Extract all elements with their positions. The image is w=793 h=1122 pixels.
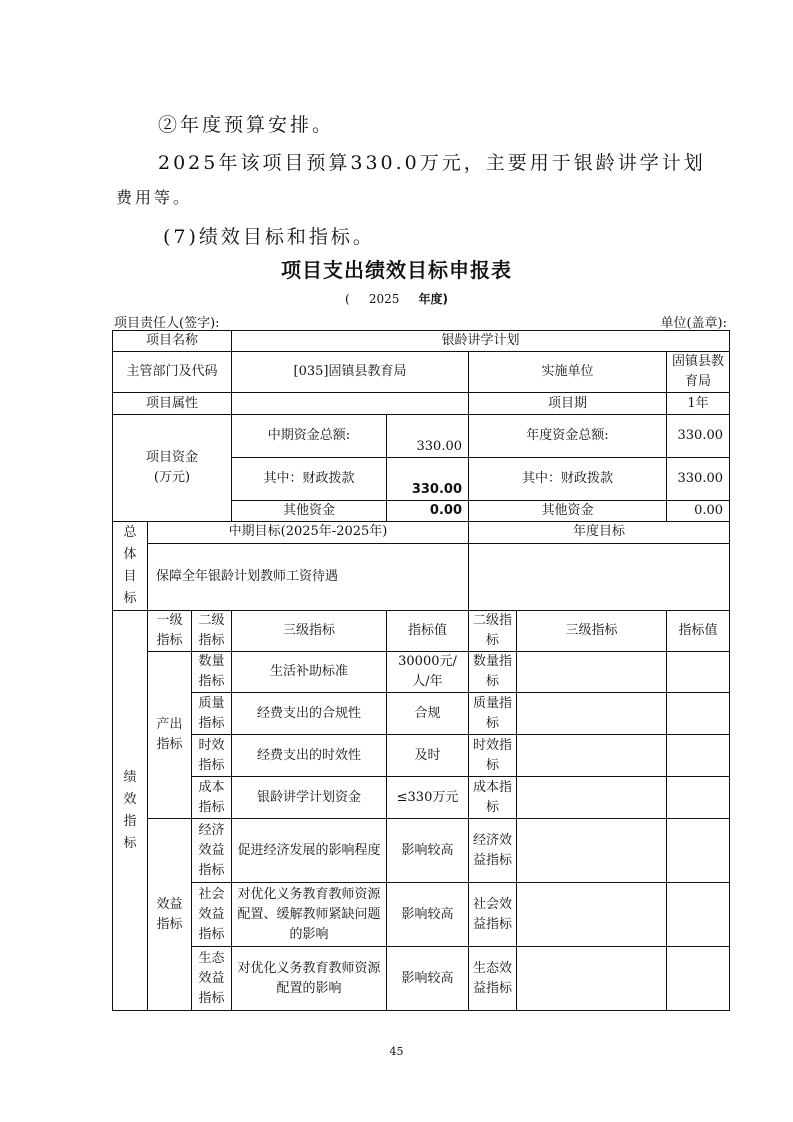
- paragraph-budget-text-cont: 费用等。: [116, 188, 193, 207]
- row6-level3: 对优化义务教育教师资源配置、缓解教师紧缺问题的影响: [232, 883, 387, 947]
- row4-year-level3: [517, 777, 667, 819]
- row2-value: 合规: [387, 693, 469, 735]
- mid-fiscal-label: 其中：财政拨款: [232, 458, 387, 501]
- header-year-level3: 三级指标: [517, 611, 667, 652]
- output-indicator-label: 产出指标: [148, 652, 192, 819]
- row7-level3: 对优化义务教育教师资源配置的影响: [232, 947, 387, 1011]
- year-total-label: 年度资金总额:: [469, 415, 667, 458]
- mid-total-label: 中期资金总额:: [232, 415, 387, 458]
- header-value: 指标值: [387, 611, 469, 652]
- project-name-label: 项目名称: [113, 331, 232, 352]
- unit-label: 单位(盖章):: [660, 316, 727, 331]
- year-goal-text: [469, 543, 730, 610]
- row6-year-level3: [517, 883, 667, 947]
- mid-goal-text: 保障全年银龄计划教师工资待遇: [148, 543, 469, 610]
- form-title: 项目支出绩效目标申报表: [281, 258, 512, 282]
- period-label: 项目期: [469, 393, 667, 415]
- row7-level2: 生态效益指标: [192, 947, 232, 1011]
- row7-year-level3: [517, 947, 667, 1011]
- year-total-value: 330.00: [667, 415, 730, 458]
- funds-label: [113, 415, 232, 522]
- row6-value: 影响较高: [387, 883, 469, 947]
- row4-year-level2: 成本指标: [469, 777, 517, 819]
- row2-year-level2: 质量指标: [469, 693, 517, 735]
- row6-level2: 社会效益指标: [192, 883, 232, 947]
- perf-char-4: 标: [123, 835, 137, 851]
- perf-char-3: 指: [123, 813, 137, 829]
- performance-table: [112, 330, 730, 1011]
- mid-goal-header: 中期目标(2025年-2025年): [148, 522, 469, 544]
- row5-level3: 促进经济发展的影响程度: [232, 819, 387, 883]
- header-level2: 二级指标: [192, 611, 232, 652]
- paragraph-budget-heading: ②年度预算安排。: [158, 114, 335, 136]
- row3-level3: 经费支出的时效性: [232, 735, 387, 777]
- row2-level2: 质量指标: [192, 693, 232, 735]
- paragraph-goals-heading: (7)绩效目标和指标。: [163, 226, 375, 248]
- header-level3: 三级指标: [232, 611, 387, 652]
- row5-level2: 经济效益指标: [192, 819, 232, 883]
- dept-value: [035]固镇县教育局: [232, 352, 469, 393]
- row6-year-value: [667, 883, 730, 947]
- overall-char-1: 总: [123, 525, 137, 540]
- mid-fiscal-value: 330.00: [387, 458, 469, 501]
- row5-year-value: [667, 819, 730, 883]
- benefit-indicator-label: 效益指标: [148, 819, 192, 1011]
- row3-year-level3: [517, 735, 667, 777]
- mid-other-value: 0.00: [387, 501, 469, 522]
- row3-value: 及时: [387, 735, 469, 777]
- header-year-value: 指标值: [667, 611, 730, 652]
- row3-year-level2: 时效指标: [469, 735, 517, 777]
- year-fiscal-value: 330.00: [667, 458, 730, 501]
- overall-char-3: 目: [123, 569, 137, 584]
- form-year: [0, 290, 793, 307]
- row6-year-level2: 社会效益指标: [469, 883, 517, 947]
- row7-value: 影响较高: [387, 947, 469, 1011]
- overall-char-4: 标: [123, 591, 137, 606]
- funds-label-line2: (万元): [153, 470, 191, 485]
- attr-value: [232, 393, 469, 415]
- row1-level3: 生活补助标准: [232, 652, 387, 693]
- perf-char-1: 绩: [123, 769, 137, 785]
- row4-level3: 银龄讲学计划资金: [232, 777, 387, 819]
- period-value: 1年: [667, 393, 730, 415]
- row1-level2: 数量指标: [192, 652, 232, 693]
- overall-char-2: 体: [123, 547, 137, 562]
- row5-year-level3: [517, 819, 667, 883]
- project-name-value: 银龄讲学计划: [232, 331, 730, 352]
- row4-value: ≤330万元: [387, 777, 469, 819]
- row3-level2: 时效指标: [192, 735, 232, 777]
- year-goal-header: 年度目标: [469, 522, 730, 544]
- page-number: 45: [389, 1045, 404, 1058]
- row7-year-level2: 生态效益指标: [469, 947, 517, 1011]
- row2-year-value: [667, 693, 730, 735]
- perf-char-2: 效: [123, 791, 137, 807]
- row4-level2: 成本指标: [192, 777, 232, 819]
- impl-label: 实施单位: [469, 352, 667, 393]
- row3-year-value: [667, 735, 730, 777]
- year-other-value: 0.00: [667, 501, 730, 522]
- row1-year-level3: [517, 652, 667, 693]
- year-open: (: [345, 292, 350, 306]
- overall-goal-label: [113, 522, 148, 611]
- responsible-label: 项目责任人(签字):: [114, 316, 220, 331]
- dept-label: 主管部门及代码: [113, 352, 232, 393]
- row1-year-value: [667, 652, 730, 693]
- perf-indicator-label: [113, 611, 148, 1011]
- row5-year-level2: 经济效益指标: [469, 819, 517, 883]
- mid-other-label: 其他资金: [232, 501, 387, 522]
- paragraph-budget-text: 2025年该项目预算330.0万元，主要用于银龄讲学计划: [158, 152, 706, 174]
- mid-total-value: 330.00: [387, 415, 469, 458]
- row2-level3: 经费支出的合规性: [232, 693, 387, 735]
- year-other-label: 其他资金: [469, 501, 667, 522]
- header-year-level2: 二级指标: [469, 611, 517, 652]
- row1-year-level2: 数量指标: [469, 652, 517, 693]
- header-level1: 一级指标: [148, 611, 192, 652]
- row7-year-value: [667, 947, 730, 1011]
- row2-year-level3: [517, 693, 667, 735]
- row5-value: 影响较高: [387, 819, 469, 883]
- year-fiscal-label: 其中：财政拨款: [469, 458, 667, 501]
- attr-label: 项目属性: [113, 393, 232, 415]
- funds-label-line1: 项目资金: [145, 450, 198, 465]
- impl-value: 固镇县教育局: [667, 352, 730, 393]
- year-label: 年度): [418, 292, 448, 306]
- row4-year-value: [667, 777, 730, 819]
- year-value: 2025: [368, 292, 400, 306]
- row1-value: 30000元/人/年: [387, 652, 469, 693]
